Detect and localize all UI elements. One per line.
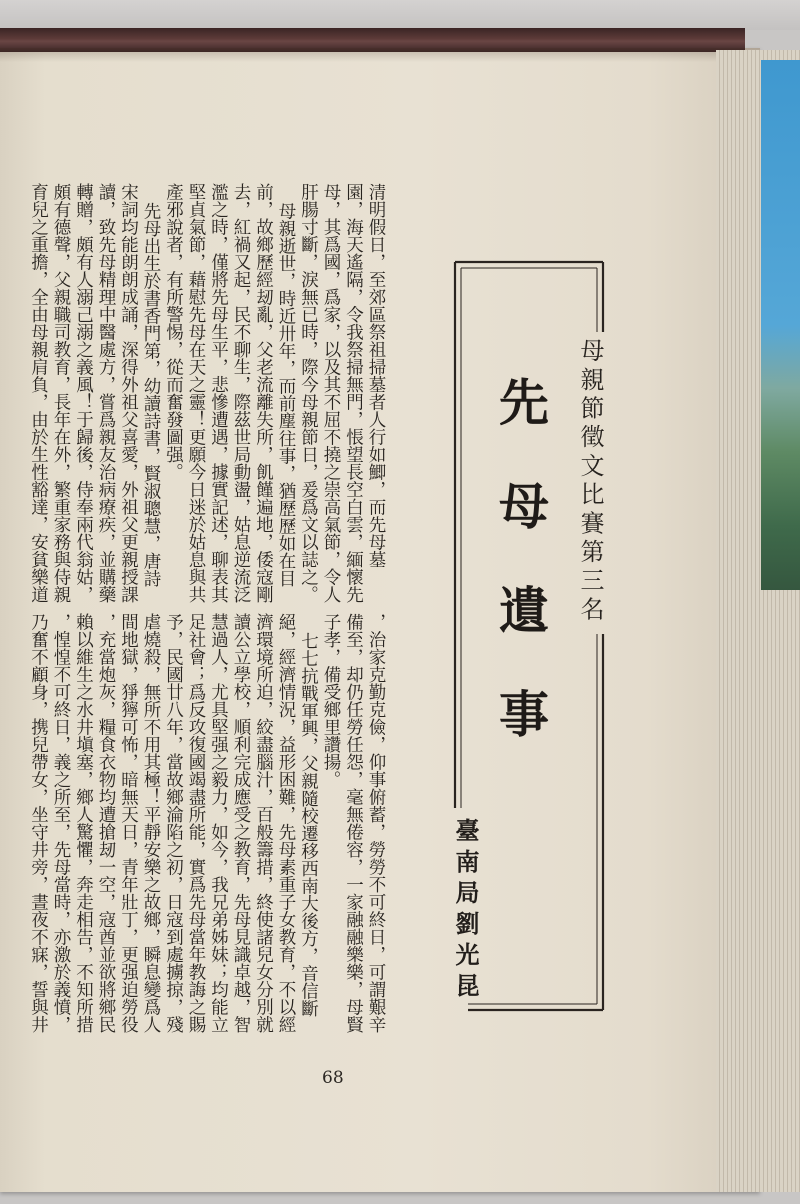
text-column: 園，海天遙隔，令我祭掃無門，悵望長空白雲，緬懷先 [343, 183, 364, 603]
text-column: 去，紅禍又起，民不聊生，際茲世局動盪，姑息逆流泛 [231, 183, 251, 603]
text-column: 乃奮不顧身，携兒帶女，坐守井旁，晝夜不寐，誓與井 [28, 613, 49, 1033]
text-column: 濟環境所迫，絞盡腦汁，百般籌措，終使諸兒女分別就 [253, 613, 274, 1033]
text-column: 轉贈，頗有人溺己溺之義風！于歸後，侍奉兩代翁姑， [73, 183, 94, 603]
contest-label: 母親節徵文比賽第三名 [576, 338, 604, 625]
page-number: 68 [322, 1068, 344, 1088]
text-column: 頗有德聲，父親職司教育，長年在外，繁重家務與侍親 [51, 183, 71, 603]
text-column: 足社會；爲反攻復國竭盡所能，實爲先母當年教誨之賜 [186, 613, 206, 1033]
text-column: ，惶惶不可終日，義之所至，先母當時，亦激於義憤， [51, 613, 71, 1033]
text-column: 清明假日，至郊區祭祖掃墓者人行如鯽，而先母墓 [366, 183, 386, 568]
text-column: 產邪說者，有所警惕，從而奮發圖强。 [163, 183, 184, 481]
text-column: 宋詞均能朗朗成誦，深得外祖父喜愛，外祖父更親授課 [118, 183, 139, 603]
body-text-upper [27, 183, 387, 608]
text-column: 予，民國廿八年，當故鄉淪陷之初，日寇到處擄掠，殘 [163, 613, 184, 1033]
text-column: 育兒之重擔，全由母親肩負，由於生性豁達，安貧樂道 [28, 183, 49, 603]
text-column: 讀公立學校，順利完成應受之教育，先母見識卓越，智 [231, 613, 251, 1033]
text-column: 母親逝世，時近卅年，而前塵往事，猶歷歷如在目 [276, 202, 296, 587]
body-text-lower [27, 613, 387, 1053]
text-column: 七七抗戰軍興，父親隨校遷移西南大後方，音信斷 [298, 632, 319, 1017]
page-shadow [0, 48, 760, 62]
text-column: 虐燒殺，無所不用其極！平靜安樂之故鄉，瞬息變爲人 [141, 613, 161, 1033]
text-column: 母，其爲國，爲家，以及其不屈不撓之崇高氣節，令人 [321, 183, 341, 603]
text-column: 先母出生於書香門第，幼讀詩書，賢淑聰慧，唐詩 [141, 202, 161, 587]
text-column: 慧過人，尤具堅强之毅力，如今，我兄弟姊妹；均能立 [208, 613, 229, 1033]
text-column: 絕，經濟情況，益形困難，先母素重子女教育，不以經 [276, 613, 296, 1033]
text-column: 子孝，備受鄉里讚揚。 [321, 613, 341, 788]
text-column: ，治家克勤克儉，仰事俯蓄，勞勞不可終日，可謂艱辛 [366, 613, 386, 1033]
author-byline: 臺南局劉光昆 [451, 818, 479, 1004]
text-column: 堅貞氣節，藉慰先母在天之靈！更願今日迷於姑息與共 [186, 183, 206, 603]
table-surface [0, 0, 800, 30]
text-column: 間地獄，猙獰可怖，暗無天日，青年壯丁，更强迫勞役 [118, 613, 139, 1033]
article-title: 先母遺事 [491, 376, 550, 792]
text-column: 讀，致先母精理中醫處方，嘗爲親友治病療疾，並購藥 [96, 183, 116, 603]
text-column: 賴以維生之水井塡塞，鄉人驚懼，奔走相告，不知所措 [73, 613, 94, 1033]
text-column: 肝腸寸斷，淚無已時，際今母親節日，爰爲文以誌之。 [298, 183, 319, 603]
text-column: ，充當炮灰，糧食衣物均遭搶刼一空，寇酋並欲將鄉民 [96, 613, 116, 1033]
text-column: 備至，却仍任勞任怨，毫無倦容，一家融融樂樂，母賢 [343, 613, 364, 1033]
inset-photo-edge [761, 60, 800, 590]
text-column: 前，故鄉歷經刼亂，父老流離失所，飢饉遍地，倭寇剛 [253, 183, 274, 603]
text-column: 濫之時，僅將先母生平，悲慘遭遇，據實記述，聊表其 [208, 183, 229, 603]
